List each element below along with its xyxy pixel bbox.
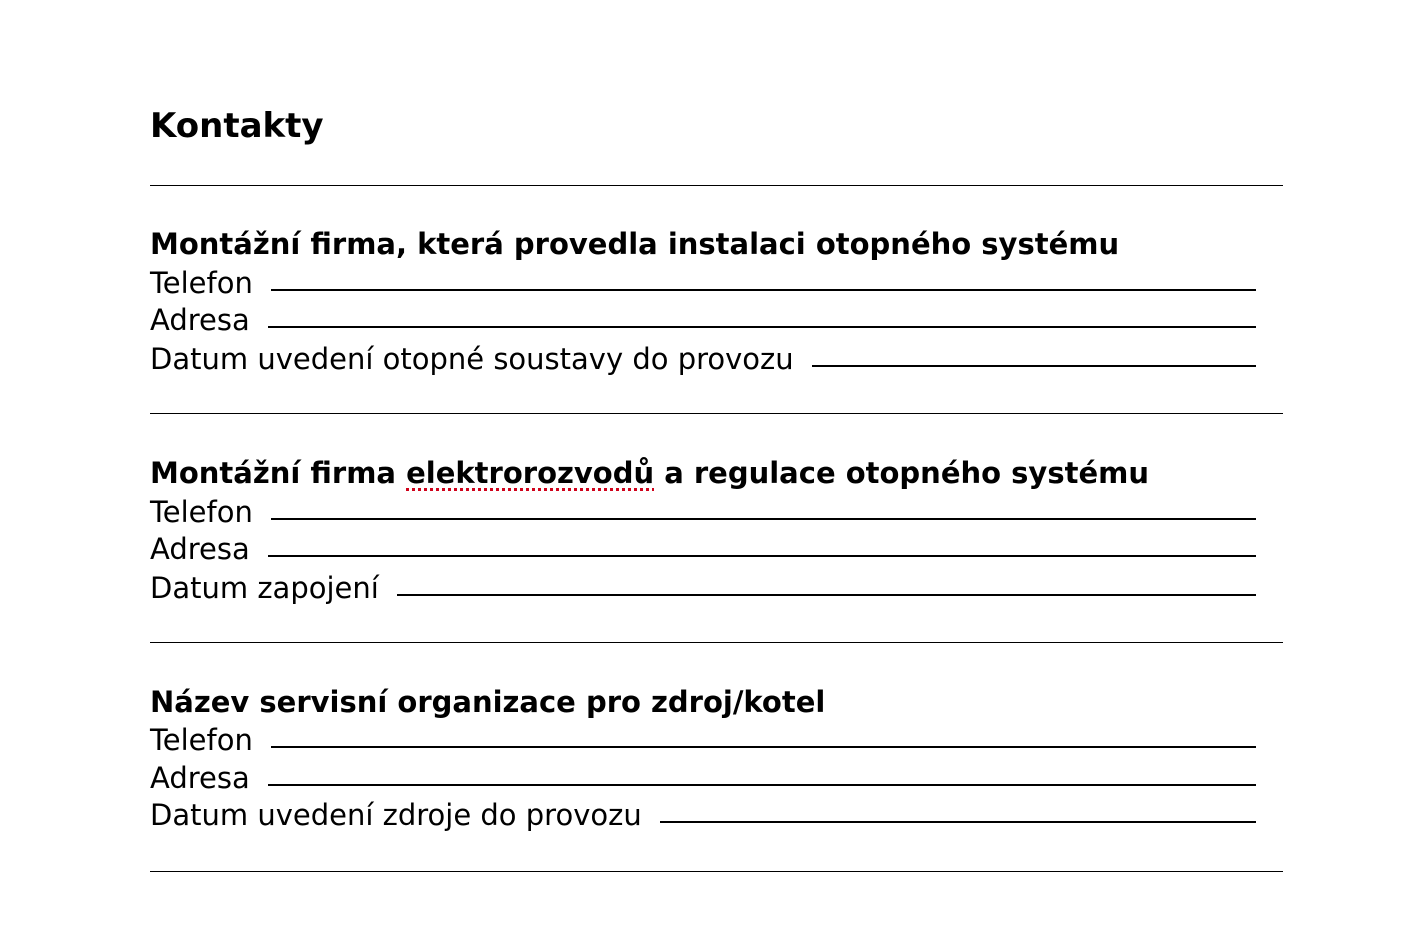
field-row-address <box>150 529 1256 567</box>
field-row-date <box>150 568 1256 606</box>
field-label-date: Datum uvedení otopné soustavy do provozu <box>150 342 794 376</box>
divider-2 <box>150 642 1283 643</box>
field-label-address: Adresa <box>150 532 250 566</box>
section-title <box>150 226 1119 262</box>
field-label-date: Datum zapojení <box>150 571 379 605</box>
section-title-text: Název servisní organizace pro zdroj/kotel <box>150 685 826 719</box>
field-label-date: Datum uvedení zdroje do provozu <box>150 798 642 832</box>
document-page <box>150 0 1283 950</box>
field-line-phone[interactable] <box>271 518 1256 520</box>
field-label-address: Adresa <box>150 303 250 337</box>
field-row-address <box>150 300 1256 338</box>
field-label-phone: Telefon <box>150 723 253 757</box>
field-line-date[interactable] <box>660 821 1256 823</box>
field-label-address: Adresa <box>150 761 250 795</box>
field-row-phone <box>150 263 1256 301</box>
field-row-phone <box>150 492 1256 530</box>
page-title: Kontakty <box>150 106 324 146</box>
divider-1 <box>150 413 1283 414</box>
divider-bottom <box>150 871 1283 872</box>
field-line-address[interactable] <box>268 326 1256 328</box>
section-title <box>150 684 825 720</box>
field-label-phone: Telefon <box>150 266 253 300</box>
field-line-address[interactable] <box>268 555 1256 557</box>
section-title-text: Montážní firma <box>150 456 407 490</box>
field-row-address <box>150 758 1256 796</box>
field-line-date[interactable] <box>812 365 1256 367</box>
field-label-phone: Telefon <box>150 495 253 529</box>
field-row-phone <box>150 720 1256 758</box>
section-title-text: Montážní firma, která provedla instalaci otopného systému <box>150 227 1120 261</box>
field-line-date[interactable] <box>397 594 1256 596</box>
section-title <box>150 455 1149 491</box>
field-line-address[interactable] <box>268 784 1256 786</box>
field-row-date <box>150 795 1256 833</box>
field-line-phone[interactable] <box>271 746 1256 748</box>
field-line-phone[interactable] <box>271 289 1256 291</box>
section-title-text: a regulace otopného systému <box>654 456 1149 490</box>
field-row-date <box>150 339 1256 377</box>
divider-top <box>150 185 1283 186</box>
spellcheck-word[interactable]: elektrorozvodů <box>406 456 655 490</box>
